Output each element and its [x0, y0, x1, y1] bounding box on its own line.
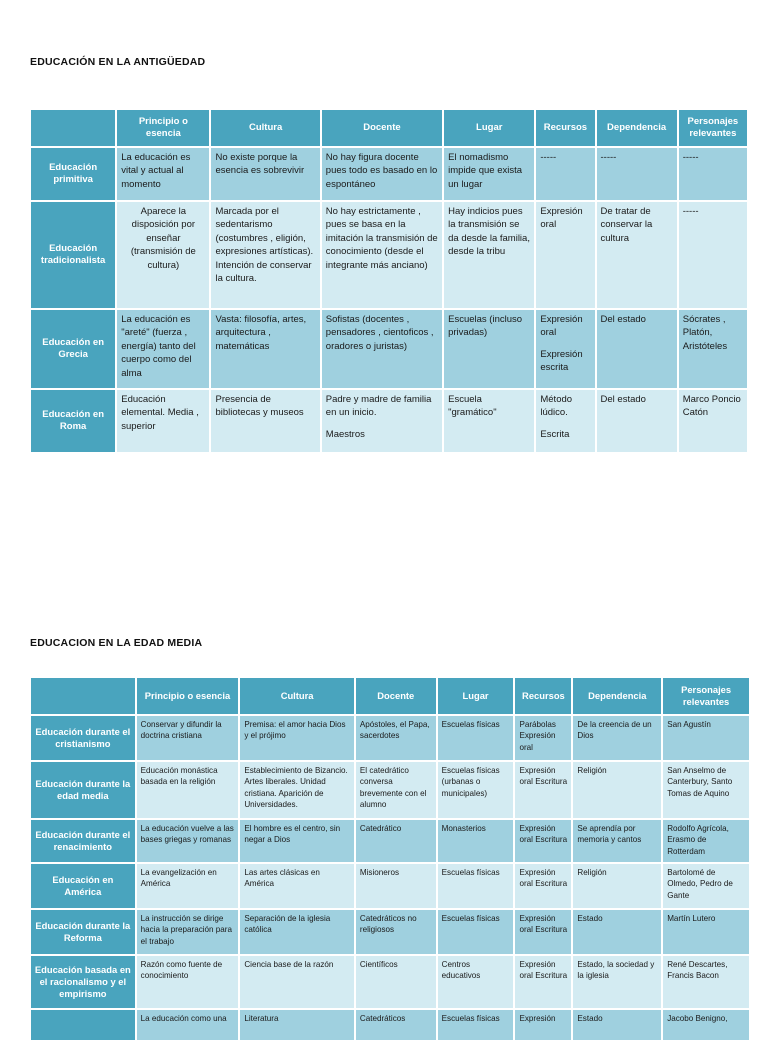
cell-docente: El catedrático conversa brevemente con el alumno — [356, 762, 436, 818]
cell-cultura: Presencia de bibliotecas y museos — [211, 390, 319, 452]
header-dependencia: Dependencia — [597, 110, 677, 146]
cell-docente: Apóstoles, el Papa, sacerdotes — [356, 716, 436, 760]
header-principio: Principio o esencia — [137, 678, 239, 714]
row-label: Educación durante el renacimiento — [31, 820, 135, 862]
cell-dependencia: De la creencia de un Dios — [573, 716, 661, 760]
header-personajes: Personajes relevantes — [663, 678, 749, 714]
cell-recursos: Expresión oral Escritura — [515, 820, 571, 862]
table-row — [31, 148, 747, 200]
cell-recursos — [536, 310, 594, 388]
row-label: Educación en América — [31, 864, 135, 908]
cell-cultura: El hombre es el centro, sin negar a Dios — [240, 820, 354, 862]
section-title-edad-media: EDUCACION EN LA EDAD MEDIA — [30, 637, 203, 649]
recursos-line: Expresión oral — [540, 314, 583, 339]
header-recursos: Recursos — [536, 110, 594, 146]
header-corner — [31, 110, 115, 146]
header-lugar: Lugar — [438, 678, 514, 714]
cell-recursos: Expresión oral Escritura — [515, 956, 571, 1008]
table-row — [31, 716, 749, 760]
row-label — [31, 1010, 135, 1040]
cell-docente: Sofistas (docentes , pensadores , cientoficos , oradores o juristas) — [322, 310, 442, 388]
table-row — [31, 762, 749, 818]
cell-principio: La educación es "areté" (fuerza , energía) tanto del cuerpo como del alma — [117, 310, 209, 388]
row-label: Educación basada en el racionalismo y el empirismo — [31, 956, 135, 1008]
row-label: Educación tradicionalista — [31, 202, 115, 308]
cell-lugar: Hay indicios pues la transmisión se da desde la familia, desde la tribu — [444, 202, 534, 308]
header-lugar: Lugar — [444, 110, 534, 146]
recursos-line: Método lúdico. — [540, 394, 573, 419]
cell-docente: Catedrático — [356, 820, 436, 862]
table-row — [31, 820, 749, 862]
recursos-line: Escrita — [540, 428, 570, 440]
cell-personajes: Rodolfo Agrícola, Erasmo de Rotterdam — [663, 820, 749, 862]
cell-docente: No hay estrictamente , pues se basa en la imitación la transmisión de conocimiento (desde el integrante más anciano) — [322, 202, 442, 308]
cell-lugar: Escuela "gramático" — [444, 390, 534, 452]
cell-recursos — [536, 390, 594, 452]
cell-personajes: Jacobo Benigno, — [663, 1010, 749, 1040]
header-docente: Docente — [322, 110, 442, 146]
row-label: Educación durante la edad media — [31, 762, 135, 818]
header-personajes: Personajes relevantes — [679, 110, 747, 146]
cell-principio: La educación es vital y actual al momento — [117, 148, 209, 200]
row-label: Educación durante el cristianismo — [31, 716, 135, 760]
cell-docente: Científicos — [356, 956, 436, 1008]
cell-principio: Conservar y difundir la doctrina cristiana — [137, 716, 239, 760]
header-recursos: Recursos — [515, 678, 571, 714]
cell-cultura: No existe porque la esencia es sobrevivir — [211, 148, 319, 200]
cell-cultura: Ciencia base de la razón — [240, 956, 354, 1008]
cell-docente: Misioneros — [356, 864, 436, 908]
table-antiguedad — [29, 108, 749, 454]
header-principio: Principio o esencia — [117, 110, 209, 146]
cell-dependencia: Religión — [573, 762, 661, 818]
cell-recursos: Expresión oral Escritura — [515, 762, 571, 818]
cell-docente — [322, 390, 442, 452]
cell-recursos: Parábolas Expresión oral — [515, 716, 571, 760]
cell-personajes: René Descartes, Francis Bacon — [663, 956, 749, 1008]
table-row — [31, 956, 749, 1008]
cell-principio: Aparece la disposición por enseñar (transmisión de cultura) — [117, 202, 209, 308]
cell-recursos: Expresión oral Escritura — [515, 864, 571, 908]
cell-dependencia: Del estado — [597, 390, 677, 452]
cell-cultura: Marcada por el sedentarismo (costumbres , eligión, expresiones artísticas). Intención de conservar la cultura. — [211, 202, 319, 308]
table-row — [31, 1010, 749, 1040]
cell-personajes: ----- — [679, 202, 747, 308]
cell-recursos: Expresión — [515, 1010, 571, 1040]
cell-dependencia: Se aprendía por memoria y cantos — [573, 820, 661, 862]
cell-cultura: Premisa: el amor hacia Dios y el prójimo — [240, 716, 354, 760]
cell-dependencia: Estado, la sociedad y la iglesia — [573, 956, 661, 1008]
cell-principio: La evangelización en América — [137, 864, 239, 908]
cell-lugar: Centros educativos — [438, 956, 514, 1008]
cell-principio: Educación elemental. Media , superior — [117, 390, 209, 452]
cell-lugar: Escuelas físicas — [438, 716, 514, 760]
cell-principio: Razón como fuente de conocimiento — [137, 956, 239, 1008]
cell-lugar: Escuelas (incluso privadas) — [444, 310, 534, 388]
cell-lugar: Escuelas físicas — [438, 910, 514, 954]
cell-dependencia: De tratar de conservar la cultura — [597, 202, 677, 308]
cell-dependencia: ----- — [597, 148, 677, 200]
cell-cultura: Establecimiento de Bizancio. Artes liberales. Unidad cristiana. Aparición de Universidades. — [240, 762, 354, 818]
cell-recursos: Expresión oral — [536, 202, 594, 308]
row-label: Educación durante la Reforma — [31, 910, 135, 954]
cell-docente: No hay figura docente pues todo es basado en lo espontáneo — [322, 148, 442, 200]
header-corner — [31, 678, 135, 714]
cell-dependencia: Religión — [573, 864, 661, 908]
cell-principio: La instrucción se dirige hacia la preparación para el trabajo — [137, 910, 239, 954]
cell-lugar: Monasterios — [438, 820, 514, 862]
docente-line: Maestros — [325, 428, 365, 440]
cell-cultura: Separación de la iglesia católica — [240, 910, 354, 954]
table-edad-media — [29, 676, 751, 1042]
cell-recursos: Expresión oral Escritura — [515, 910, 571, 954]
cell-personajes: San Agustín — [663, 716, 749, 760]
row-label: Educación en Grecia — [31, 310, 115, 388]
cell-lugar: Escuelas físicas (urbanas o municipales) — [438, 762, 514, 818]
header-cultura: Cultura — [240, 678, 354, 714]
cell-lugar: Escuelas físicas — [438, 1010, 514, 1040]
section-title-antiguedad: EDUCACIÓN EN LA ANTIGÜEDAD — [30, 56, 206, 68]
cell-cultura: Vasta: filosofía, artes, arquitectura , matemáticas — [211, 310, 319, 388]
cell-personajes: Bartolomé de Olmedo, Pedro de Gante — [663, 864, 749, 908]
table-row — [31, 310, 747, 388]
row-label: Educación primitiva — [31, 148, 115, 200]
table-row — [31, 864, 749, 908]
docente-line: Padre y madre de familia en un inicio. — [325, 394, 432, 419]
cell-dependencia: Estado — [573, 1010, 661, 1040]
cell-personajes: ----- — [679, 148, 747, 200]
cell-docente: Catedráticos — [356, 1010, 436, 1040]
cell-principio: La educación vuelve a las bases griegas y romanas — [137, 820, 239, 862]
cell-principio: Educación monástica basada en la religión — [137, 762, 239, 818]
cell-personajes: Martín Lutero — [663, 910, 749, 954]
recursos-line: Expresión escrita — [540, 348, 583, 374]
header-cultura: Cultura — [211, 110, 319, 146]
cell-personajes: Marco Poncio Catón — [679, 390, 747, 452]
cell-recursos: ----- — [536, 148, 594, 200]
table-row — [31, 910, 749, 954]
row-label: Educación en Roma — [31, 390, 115, 452]
header-docente: Docente — [356, 678, 436, 714]
cell-dependencia: Del estado — [597, 310, 677, 388]
cell-cultura: Literatura — [240, 1010, 354, 1040]
cell-personajes: San Anselmo de Canterbury, Santo Tomas de Aquino — [663, 762, 749, 818]
cell-principio: La educación como una — [137, 1010, 239, 1040]
table-row — [31, 390, 747, 452]
cell-personajes: Sócrates , Platón, Aristóteles — [679, 310, 747, 388]
cell-docente: Catedráticos no religiosos — [356, 910, 436, 954]
header-dependencia: Dependencia — [573, 678, 661, 714]
cell-lugar: El nomadismo impide que exista un lugar — [444, 148, 534, 200]
table-row — [31, 202, 747, 308]
cell-cultura: Las artes clásicas en América — [240, 864, 354, 908]
cell-dependencia: Estado — [573, 910, 661, 954]
cell-lugar: Escuelas físicas — [438, 864, 514, 908]
